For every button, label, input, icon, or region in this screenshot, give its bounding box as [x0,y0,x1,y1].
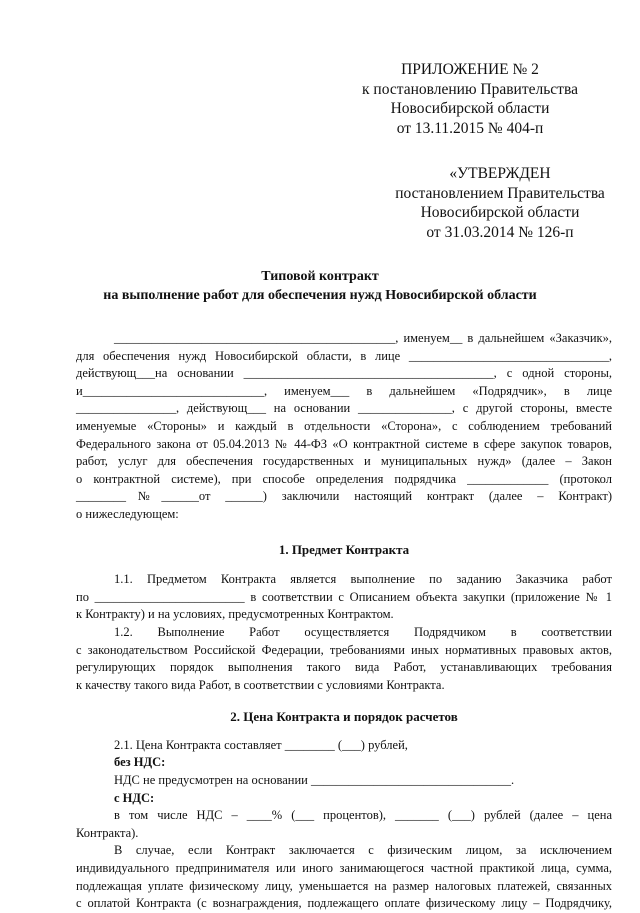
clause-1-2: 1.2. Выполнение Работ осуществляется Подрядчиком в соответствии [114,624,612,639]
clause-1-2-line: регулирующих порядок выполнения такого вида Работ, устанавливающих требования [76,660,612,675]
approved-stamp [380,164,620,242]
individual-clause-line: индивидуального предпринимателя или иного занимающегося частной практикой лица, сумма, [76,861,612,876]
clause-1-1-line: к Контракту) и на условиях, предусмотренных Контрактом. [76,607,394,622]
preamble-line: работ, услуг для обеспечения государственных и муниципальных нужд» (далее – Закон [76,454,612,469]
preamble-line: для обеспечения нужд Новосибирской области, в лице ________________________________, [76,348,612,363]
title-line: Типовой контракт [261,269,379,284]
clause-1-1-line: по ________________________ в соответствии с Описанием объекта закупки (приложение № 1 [76,589,612,604]
preamble-line: _____________________________________________, именуем__ в дальнейшем «Заказчик», [114,331,612,345]
individual-clause-line: подлежащая уплате физическому лицу, уменьшается на размер налоговых платежей, связанных [76,878,612,893]
no-vat-label: без НДС: [114,755,166,770]
title-line: на выполнение работ для обеспечения нужд Новосибирской области [103,288,537,303]
preamble-line: о контрактной системе), при способе определения подрядчика _____________ (протокол [76,471,612,486]
clause-1-1: 1.1. Предметом Контракта является выполнение по заданию Заказчика работ [114,572,612,587]
approved-line: Новосибирской области [420,204,580,221]
section-2-title: 2. Цена Контракта и порядок расчетов [230,709,458,725]
approved-date: от 31.03.2014 № 126-п [426,223,574,241]
vat-line: в том числе НДС – ____% (___ процентов), _______ (___) рублей (далее – цена [114,808,612,823]
appendix-line: Новосибирской области [390,100,550,117]
vat-line: Контракта). [76,825,139,840]
section-1-title: 1. Предмет Контракта [278,541,410,557]
preamble-line: именуемые «Стороны» и каждый в отдельности «Сторона», с соблюдением требований [76,418,612,433]
clause-1-2-line: к качеству такого вида Работ, в соответствии с условиями Контракта. [76,677,445,692]
individual-clause-line: с оплатой Контракта (с вознаграждения, подлежащего оплате физическому лицу – Подрядчику, [76,896,612,911]
clause-2-1: 2.1. Цена Контракта составляет ________ (___) рублей, [114,737,408,752]
approved-line: «УТВЕРЖДЕН [449,165,551,182]
individual-clause: В случае, если Контракт заключается с физическим лицом, за исключением [114,843,612,858]
preamble-line: и_____________________________, именуем___ в дальнейшем «Подрядчик», в лице [76,383,612,398]
appendix-line: к постановлению Правительства [362,80,578,98]
document-body [76,330,612,913]
no-vat-basis: НДС не предусмотрен на основании ________________________________. [114,773,515,788]
clause-1-2-line: с законодательством Российской Федерации, требованиями иных нормативных правовых актов, [76,642,612,657]
preamble-line: ________________, действующ___ на основании _______________, с другой стороны, вместе [76,401,612,416]
preamble-line: о нижеследующем: [76,506,179,521]
document-title [0,267,640,305]
appendix-header [340,60,600,138]
appendix-date: от 13.11.2015 № 404-п [396,119,544,137]
preamble-line: Федерального закона от 05.04.2013 № 44-ФЗ «О контрактной системе в сфере закупок товаров, [76,436,612,451]
appendix-number: ПРИЛОЖЕНИЕ № 2 [401,61,539,78]
preamble-line: действующ___на основании ________________________________________, с одной стороны, [76,366,612,381]
approved-line: постановлением Правительства [395,184,605,202]
with-vat-label: с НДС: [114,790,155,805]
preamble-line: ________№______от ______) заключили настоящий контракт (далее – Контракт) [76,489,612,504]
